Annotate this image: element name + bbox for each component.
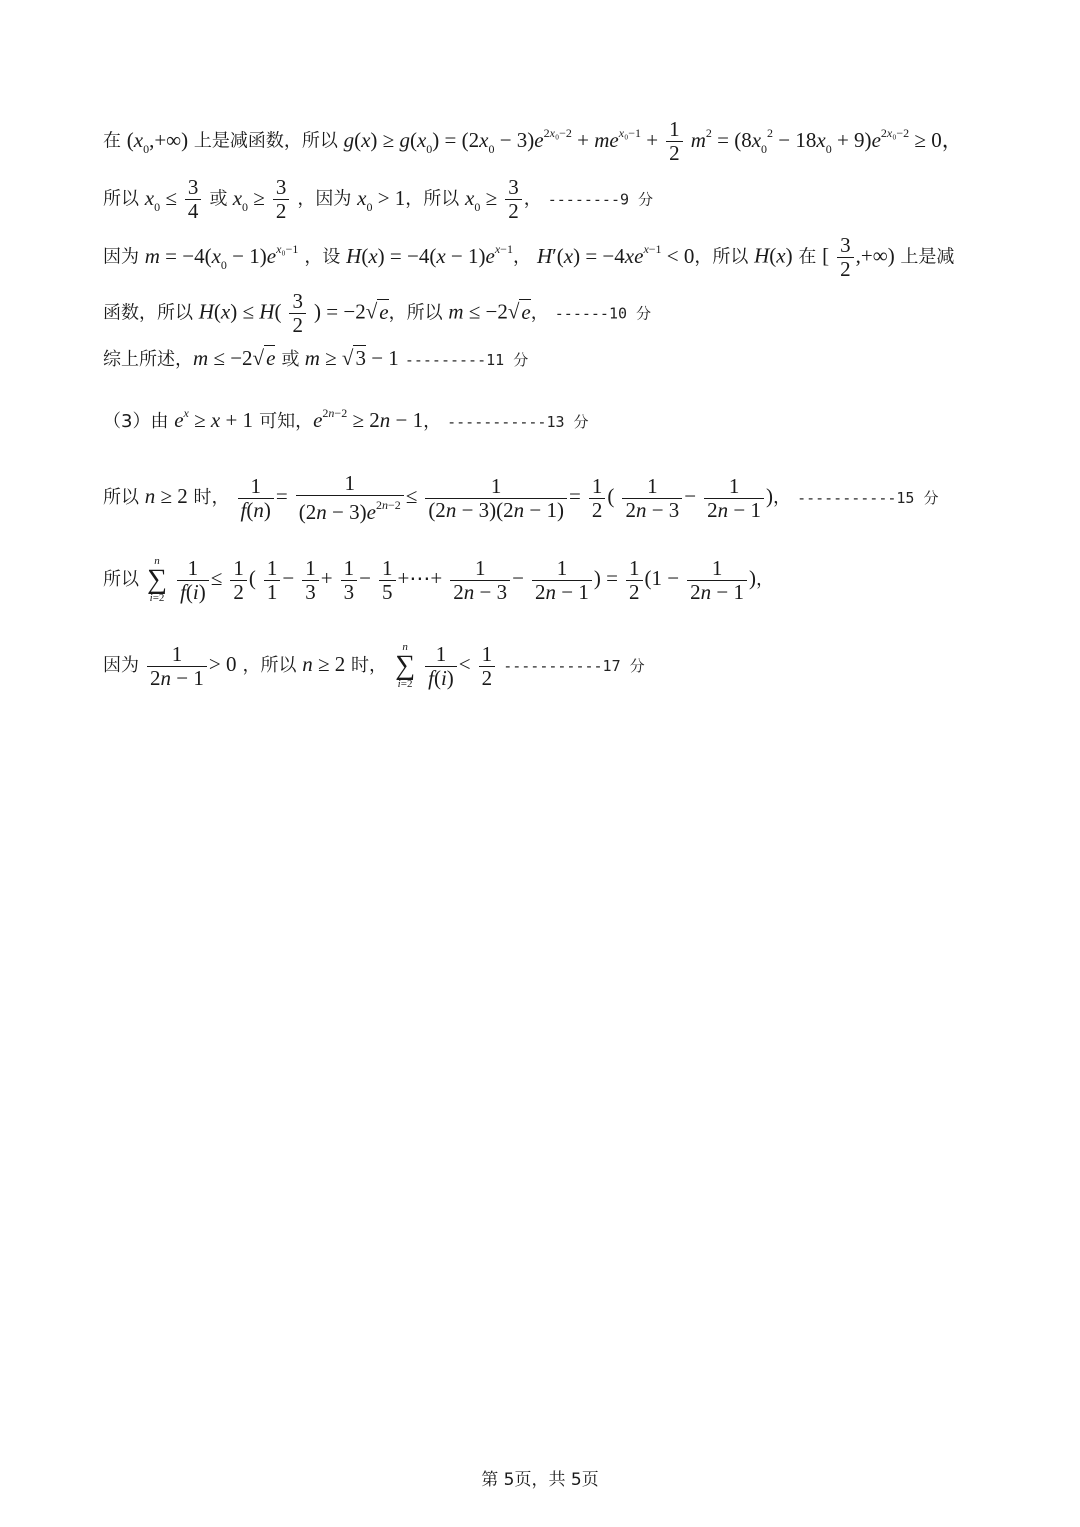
solution-line-9: 因为 $\frac{1}{2n - 1}$ > 0 ，所以 n ≥ 2 时， n ∑ i=2 $\frac{1}{f(i)}$ < $\frac{1}{2}$ -----------17 分	[103, 641, 645, 690]
score-15: -----------15 分	[797, 489, 939, 507]
solution-line-5: 综上所述，m ≤ −2√e 或 m ≥ √3 − 1 ---------11 分	[103, 346, 529, 370]
solution-line-6: （3）由 $e^x \ge x + 1$ 可知，$e^{2n-2} \ge 2n - 1$， -----------13 分	[103, 406, 589, 432]
score-13: -----------13 分	[447, 413, 589, 431]
solution-line-1: 在 $(x_0,+\infty)$ 上是减函数，所以 $g(x) \ge g(x_0) = (2x_0 - 3)e^{2x_0-2} + me^{x_0-1}$ + $\frac{1}{2}$ $m^2 = (8x_0^2 - 18x_0 + 9)e^{2x_0-2} \ge 0$，	[103, 117, 963, 165]
solution-line-4: 函数，所以 H(x) ≤ H( $\frac{3}{2}$ ) = −2√e，所以 m ≤ −2√e， ------10 分	[103, 289, 652, 337]
score-9: --------9 分	[547, 190, 654, 209]
solution-line-7: 所以 n ≥ 2 时， $\frac{1}{f(n)}$ = $\frac{1}{(2n - 3)e^{2n-2}}$ ≤ $\frac{1}{(2n - 3)(2n - 1)}$ = $\frac{1}{2}$ ( $\frac{1}{2n - 3}$ − $\frac{1}{2n - 1}$ )， -----------15 分	[103, 471, 939, 524]
solution-line-8: 所以 n ∑ i=2 $\frac{1}{f(i)}$ ≤ $\frac{1}{2}$ ( $\frac{1}{1}$ − $\frac{1}{3}$ + $\frac{1}{3}$ − $\frac{1}{5}$ +⋯+ $\frac{1}{2n - 3}$ − $\frac{1}{2n - 1}$ ) = $\frac{1}{2}$ (1 − $\frac{1}{2n - 1}$ )，	[103, 555, 774, 604]
solution-line-2: 所以 $x_0$ ≤ $\frac{3}{4}$ 或 $x_0$ ≥ $\frac{3}{2}$ ，因为 $x_0 > 1$，所以 $x_0$ ≥ $\frac{3}{2}$ ， --------9 分	[103, 175, 654, 223]
score-11: ---------11 分	[404, 351, 529, 369]
score-17: -----------17 分	[503, 657, 645, 675]
score-10: ------10 分	[554, 304, 652, 323]
page-footer: 第 5页，共 5页	[481, 1470, 599, 1490]
solution-line-3: 因为 $m = -4(x_0 - 1)e^{x_0-1}$ ，设 $H(x) = -4(x - 1)e^{x-1}$， $H'(x) = -4xe^{x-1} < 0$，所以 H(x) 在 [ $\frac{3}{2}$ ,+∞) 上是减	[103, 233, 955, 281]
